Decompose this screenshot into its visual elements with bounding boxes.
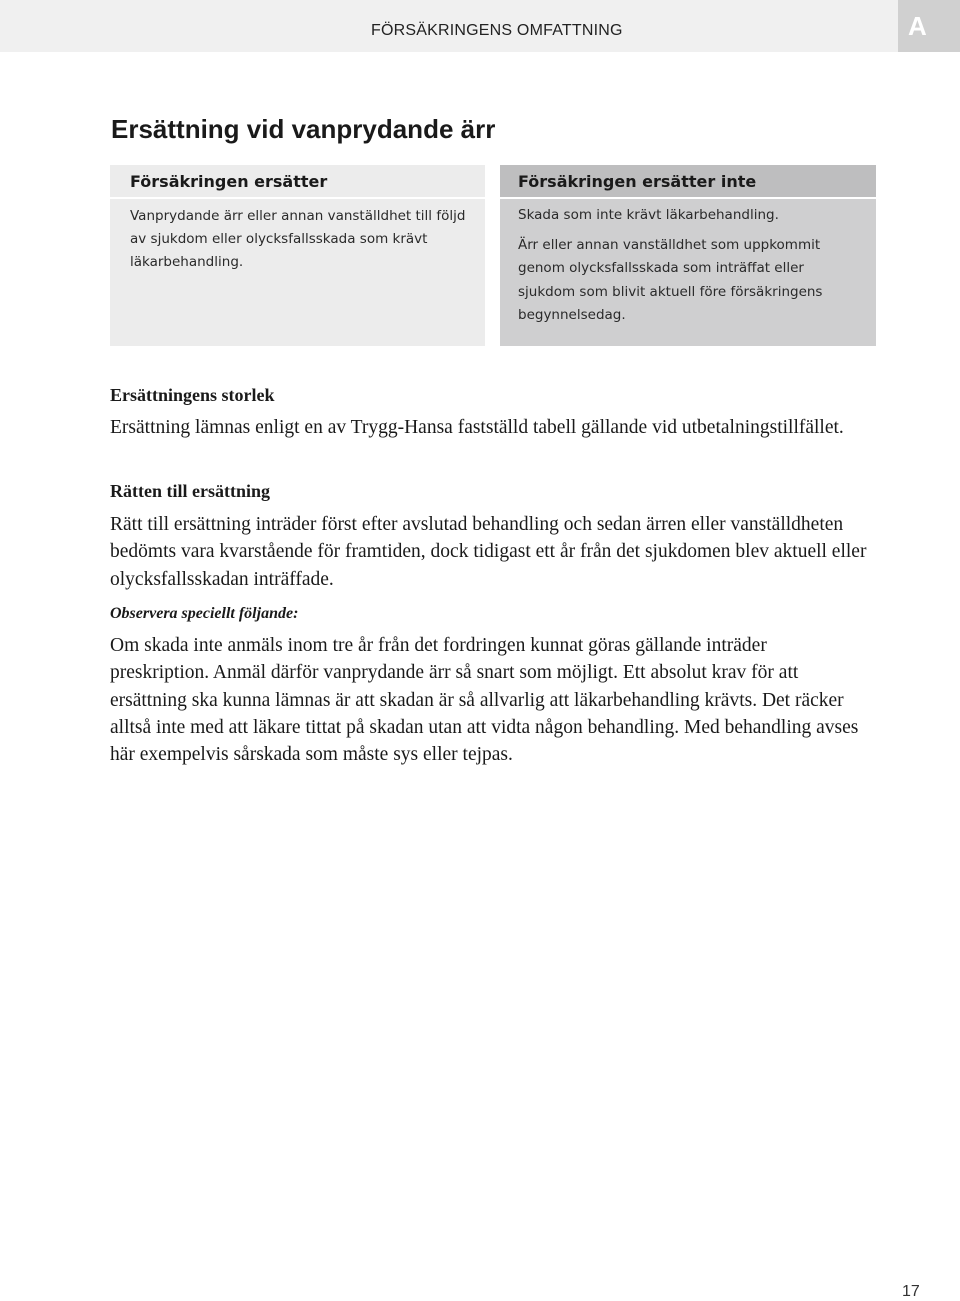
page-number: 17 [902,1283,920,1300]
section-tab: A [898,0,960,52]
page-title: Ersättning vid vanprydande ärr [111,114,496,144]
excluded-box-body [500,199,876,327]
excluded-item: Skada som inte krävt läkarbehandling. [518,207,779,223]
observe-text: Om skada inte anmäls inom tre år från det fordringen kunnat göras gällande inträder preskription. Anmäl därför vanprydande ärr så snart som möjligt. Ett absolut krav för att ersättning ska kunna lämnas är att skadan är så allvarlig att läkarbehandling krävts. Det räcker alltså inte med att läkare tittat på skadan utan att vidta någon behandling. Med behandling avses här exempelvis sårskada som måste sys eller tejpas. [110,635,859,766]
covered-box [110,165,485,346]
covered-box-title: Försäkringen ersätter [130,172,328,191]
covered-box-body [110,199,485,275]
amount-text: Ersättning lämnas enligt en av Trygg-Hansa fastställd tabell gällande vid utbetalningstillfället. [110,417,844,438]
excluded-box-title: Försäkringen ersätter inte [500,165,876,197]
observe-heading: Observera speciellt följande: [110,605,299,622]
page-header [0,0,960,52]
excluded-box [500,165,876,346]
header-title: FÖRSÄKRINGENS OMFATTNING [371,22,623,39]
amount-heading: Ersättningens storlek [110,385,275,405]
covered-item: Vanprydande ärr eller annan vanställdhet till följd av sjukdom eller olycksfallsskada som krävt läkarbehandling. [130,208,466,271]
excluded-item: Ärr eller annan vanställdhet som uppkommit genom olycksfallsskada som inträffat eller sjukdom som blivit aktuell före försäkringens begynnelsedag. [518,237,823,323]
right-text: Rätt till ersättning inträder först efter avslutad behandling och sedan ärren eller vanställdheten bedömts vara kvarstående för framtiden, dock tidigast ett år från det sjukdomen blev aktuell eller olycksfallsskadan inträffade. [110,514,867,590]
right-heading: Rätten till ersättning [110,481,270,501]
